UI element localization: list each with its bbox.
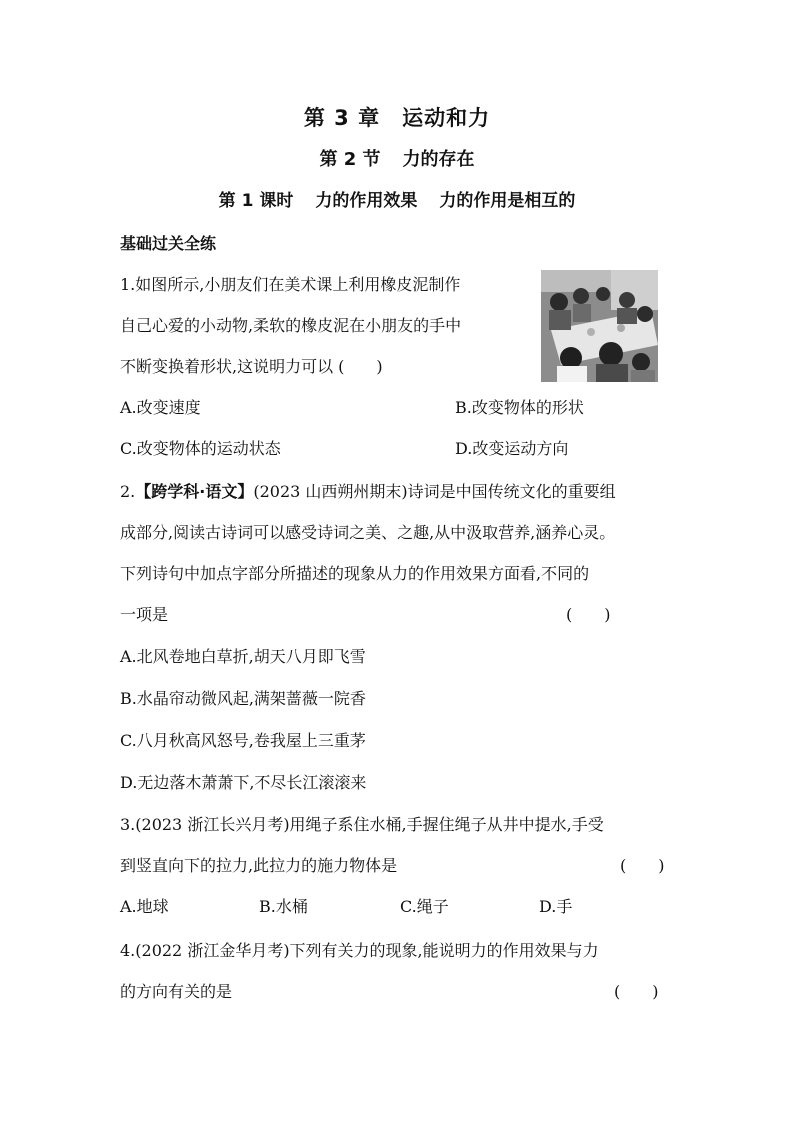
q4-answer-paren: ( ) (614, 982, 659, 1001)
lesson-topic-1: 力的作用效果 (315, 191, 418, 211)
q3-answer-paren: ( ) (620, 856, 665, 875)
q1-option-d: D.改变运动方向 (455, 439, 569, 458)
children-clay-photo-icon (541, 270, 658, 382)
q2-number: 2. (120, 482, 136, 501)
lesson-topic-2: 力的作用是相互的 (439, 191, 576, 211)
q2-line-3: 下列诗句中加点字部分所描述的现象从力的作用效果方面看,不同的 (120, 564, 590, 583)
lesson-number: 第 1 课时 (218, 191, 294, 211)
q4-line-2: 的方向有关的是 (120, 982, 233, 1001)
q1-option-c: C.改变物体的运动状态 (120, 439, 281, 458)
q2-line-2: 成部分,阅读古诗词可以感受诗词之美、之趣,从中汲取营养,涵养心灵。 (120, 523, 616, 542)
q2-answer-paren: ( ) (566, 605, 611, 624)
q1-option-b: B.改变物体的形状 (455, 398, 584, 417)
chapter-number: 第 3 章 (303, 106, 381, 130)
chapter-title (0, 102, 794, 132)
q3-option-d: D.手 (539, 897, 573, 916)
q3-line-2: 到竖直向下的拉力,此拉力的施力物体是 (120, 856, 398, 875)
section-title (0, 145, 794, 171)
q4-line-1: 4.(2022 浙江金华月考)下列有关力的现象,能说明力的作用效果与力 (120, 941, 599, 960)
q2-tag: 【跨学科·语文】 (135, 482, 254, 501)
practice-heading: 基础过关全练 (120, 234, 217, 253)
q3-option-a: A.地球 (120, 897, 169, 916)
q3-option-b: B.水桶 (259, 897, 308, 916)
q1-line-3: 不断变换着形状,这说明力可以 ( ) (120, 357, 383, 376)
q2-line-1-text: (2023 山西朔州期末)诗词是中国传统文化的重要组 (253, 482, 616, 501)
q3-line-1: 3.(2023 浙江长兴月考)用绳子系住水桶,手握住绳子从井中提水,手受 (120, 815, 604, 834)
section-name: 力的存在 (402, 149, 475, 170)
q1-option-a: A.改变速度 (120, 398, 201, 417)
q2-line-1 (120, 481, 616, 503)
q1-line-2: 自己心爱的小动物,柔软的橡皮泥在小朋友的手中 (120, 316, 462, 335)
section-number: 第 2 节 (319, 149, 381, 170)
lesson-title (0, 186, 794, 211)
q2-option-b: B.水晶帘动微风起,满架蔷薇一院香 (120, 689, 366, 708)
q2-option-a: A.北风卷地白草折,胡天八月即飞雪 (120, 647, 366, 666)
q1-line-1: 1.如图所示,小朋友们在美术课上利用橡皮泥制作 (120, 275, 461, 294)
classroom-photo (541, 270, 658, 382)
q2-option-c: C.八月秋高风怒号,卷我屋上三重茅 (120, 731, 366, 750)
chapter-name: 运动和力 (402, 106, 491, 130)
q3-option-c: C.绳子 (400, 897, 449, 916)
q2-line-4: 一项是 (120, 605, 169, 624)
q2-option-d: D.无边落木萧萧下,不尽长江滚滚来 (120, 773, 367, 792)
